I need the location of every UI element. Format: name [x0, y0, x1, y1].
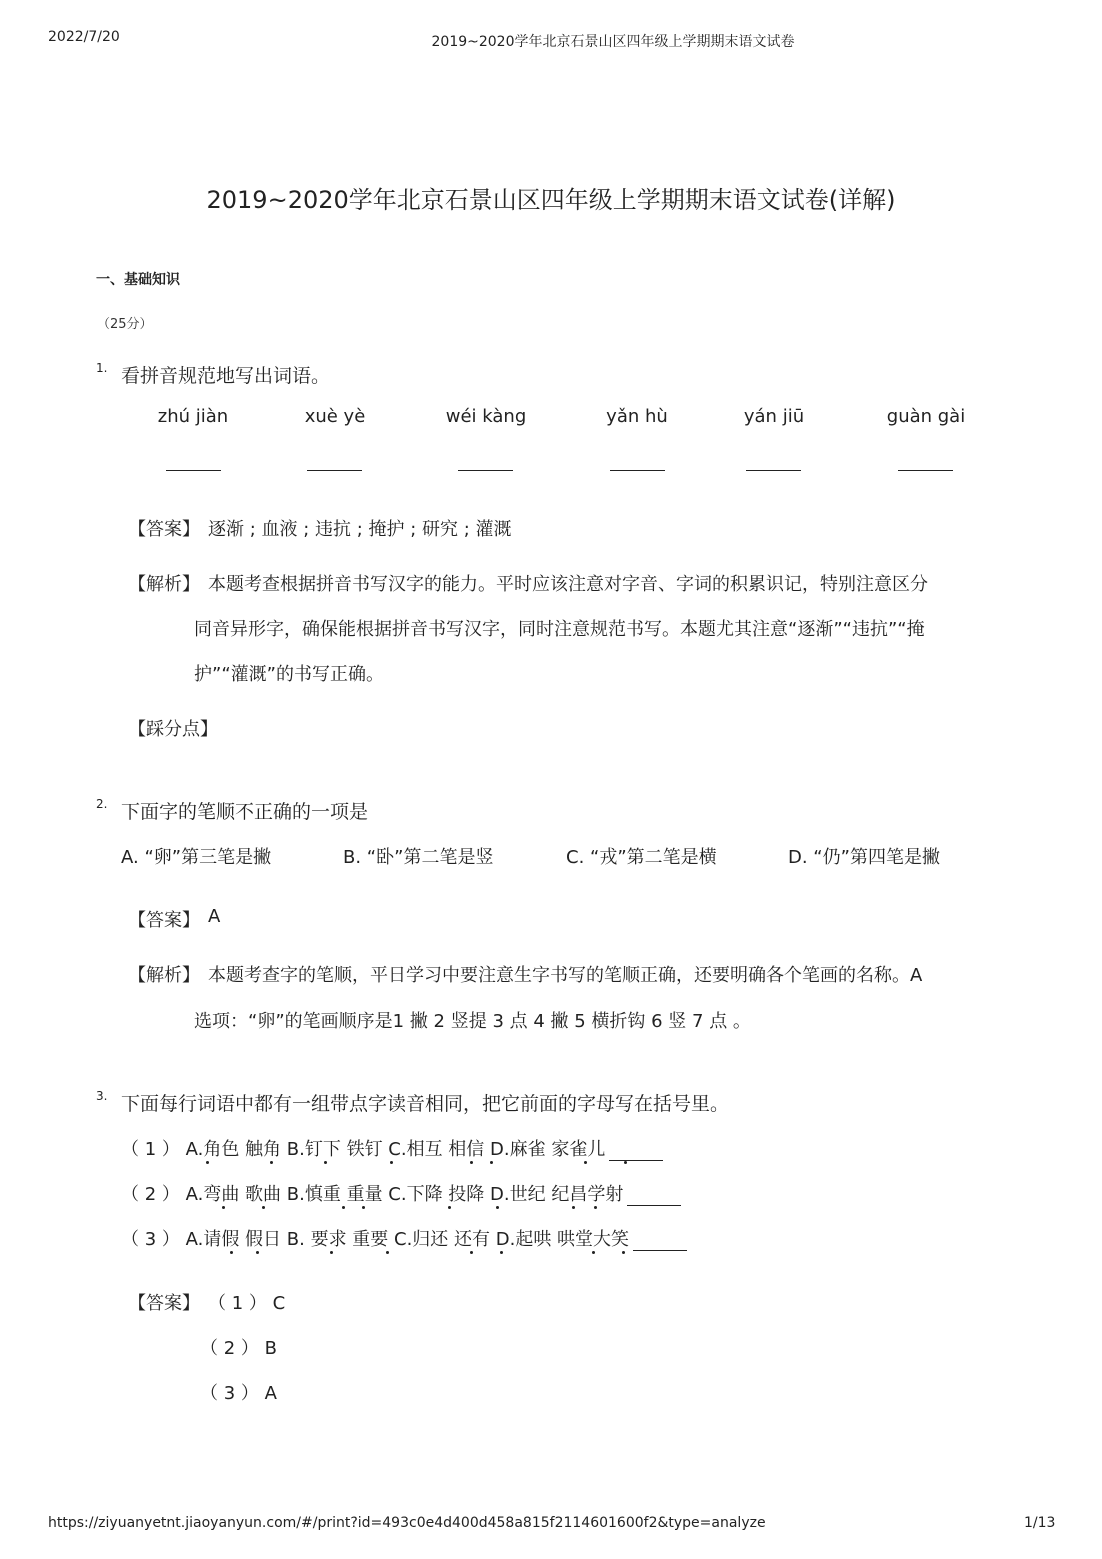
analysis-line: 选项：“卵”的笔画顺序是1 撇 2 竖提 3 点 4 撇 5 横折钩 6 竖 7 点 。	[194, 1011, 751, 1032]
pinyin-item: yán jiū	[743, 406, 805, 427]
word-row-text: （ 1 ） A.角色 触角 B.钉下 铁钉 C.相互 相信 D.麻雀 家雀儿	[121, 1139, 606, 1160]
question-number: 3.	[96, 1089, 108, 1103]
emphasis-dot	[470, 1161, 473, 1164]
emphasis-dot	[584, 1161, 587, 1164]
emphasis-dot	[572, 1206, 575, 1209]
question-number: 2.	[96, 797, 108, 811]
emphasis-dot	[230, 1251, 233, 1254]
answer-blank[interactable]	[610, 470, 665, 471]
analysis-line: 同音异形字，确保能根据拼音书写汉字，同时注意规范书写。本题尤其注意“逐渐”“违抗”“掩	[194, 619, 925, 640]
question-number: 1.	[96, 361, 108, 375]
option-b: B. “卧”第二笔是竖	[343, 847, 494, 868]
answer-text: A	[208, 906, 221, 927]
emphasis-dot	[262, 1206, 265, 1209]
analysis-line: 护”“灌溉”的书写正确。	[194, 664, 384, 685]
analysis-line: 本题考查根据拼音书写汉字的能力。平时应该注意对字音、字词的积累识记，特别注意区分	[208, 574, 928, 595]
answer-label: 【答案】	[128, 1293, 200, 1314]
emphasis-dot	[496, 1206, 499, 1209]
answer-text: （ 3 ） A	[200, 1383, 277, 1404]
print-doc-title: 2019~2020学年北京石景山区四年级上学期期末语文试卷	[431, 34, 795, 50]
section-heading: 一、基础知识	[96, 272, 180, 288]
emphasis-dot	[448, 1206, 451, 1209]
page-title: 2019~2020学年北京石景山区四年级上学期期末语文试卷(详解)	[206, 186, 896, 214]
pinyin-item: wéi kàng	[445, 406, 527, 427]
word-row-text: （ 3 ） A.请假 假日 B. 要求 重要 C.归还 还有 D.起哄 哄堂大笑	[121, 1229, 630, 1250]
emphasis-dot	[386, 1251, 389, 1254]
emphasis-dot	[362, 1206, 365, 1209]
emphasis-dot	[324, 1161, 327, 1164]
print-date: 2022/7/20	[48, 29, 120, 45]
answer-blank[interactable]	[458, 470, 513, 471]
answer-blank[interactable]	[746, 470, 801, 471]
answer-blank[interactable]	[609, 1143, 663, 1161]
question-prompt: 下面每行词语中都有一组带点字读音相同，把它前面的字母写在括号里。	[121, 1093, 730, 1115]
emphasis-dot	[490, 1161, 493, 1164]
pinyin-item: guàn gài	[886, 406, 966, 427]
emphasis-dot	[256, 1251, 259, 1254]
answer-blank[interactable]	[898, 470, 953, 471]
question-prompt: 看拼音规范地写出词语。	[121, 365, 331, 387]
page-number: 1/13	[1024, 1515, 1056, 1531]
word-row	[121, 1225, 687, 1251]
answer-label: 【答案】	[128, 519, 200, 540]
answer-blank[interactable]	[627, 1188, 681, 1206]
answer-text: （ 2 ） B	[200, 1338, 277, 1359]
answer-blank[interactable]	[166, 470, 221, 471]
analysis-line: 本题考查字的笔顺，平日学习中要注意生字书写的笔顺正确，还要明确各个笔画的名称。A	[208, 965, 923, 986]
emphasis-dot	[206, 1161, 209, 1164]
section-score: （25分）	[97, 317, 153, 332]
word-row	[121, 1180, 681, 1206]
pinyin-item: xuè yè	[304, 406, 366, 427]
answer-label: 【答案】	[128, 910, 200, 931]
emphasis-dot	[470, 1251, 473, 1254]
footer-url[interactable]: https://ziyuanyetnt.jiaoyanyun.com/#/print?id=493c0e4d400d458a815f2114601600f2&type=analyze	[48, 1515, 766, 1531]
emphasis-dot	[342, 1206, 345, 1209]
answer-blank[interactable]	[307, 470, 362, 471]
word-row-text: （ 2 ） A.弯曲 歌曲 B.慎重 重量 C.下降 投降 D.世纪 纪昌学射	[121, 1184, 624, 1205]
analysis-label: 【解析】	[128, 574, 200, 595]
analysis-label: 【解析】	[128, 965, 200, 986]
emphasis-dot	[222, 1206, 225, 1209]
scoring-points-label: 【踩分点】	[128, 719, 218, 740]
pinyin-item: zhú jiàn	[157, 406, 229, 427]
emphasis-dot	[592, 1251, 595, 1254]
emphasis-dot	[390, 1161, 393, 1164]
emphasis-dot	[594, 1206, 597, 1209]
option-c: C. “戎”第二笔是横	[566, 847, 717, 868]
word-row	[121, 1135, 663, 1161]
question-prompt: 下面字的笔顺不正确的一项是	[121, 801, 369, 823]
emphasis-dot	[622, 1251, 625, 1254]
emphasis-dot	[624, 1161, 627, 1164]
pinyin-item: yǎn hù	[606, 406, 668, 427]
answer-text: 逐渐 ; 血液 ; 违抗 ; 掩护 ; 研究 ; 灌溉	[208, 519, 512, 540]
emphasis-dot	[500, 1251, 503, 1254]
option-d: D. “仍”第四笔是撇	[788, 847, 940, 868]
answer-text: （ 1 ） C	[208, 1293, 286, 1314]
emphasis-dot	[330, 1251, 333, 1254]
answer-blank[interactable]	[633, 1233, 687, 1251]
option-a: A. “卵”第三笔是撇	[121, 847, 272, 868]
emphasis-dot	[270, 1161, 273, 1164]
